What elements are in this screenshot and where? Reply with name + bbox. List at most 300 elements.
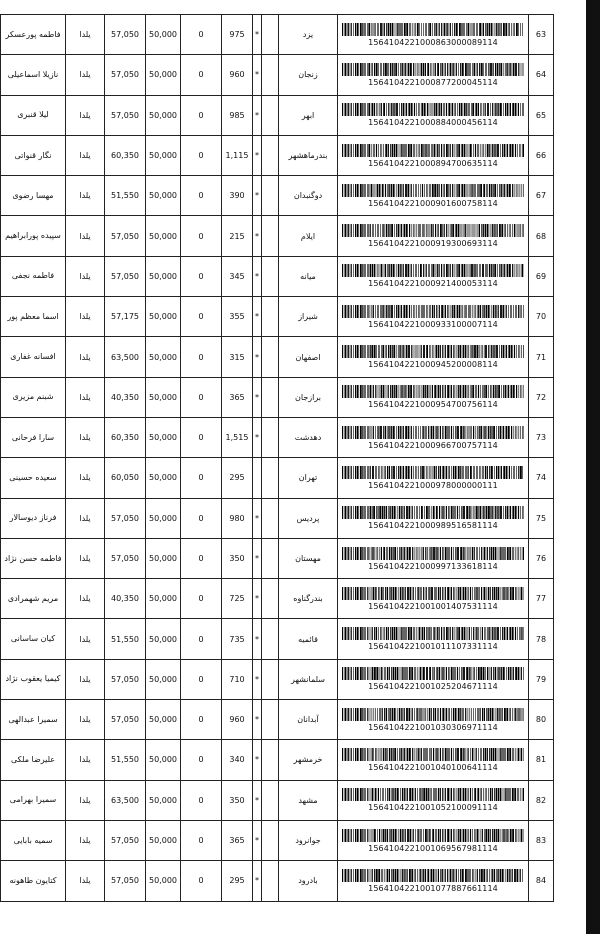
barcode-bar	[385, 788, 386, 801]
barcode-bar	[495, 224, 496, 237]
barcode-bar	[383, 23, 384, 36]
barcode-bar	[450, 627, 451, 640]
barcode-bar	[434, 23, 435, 36]
barcode-bar	[413, 829, 414, 842]
barcode-bar	[376, 264, 377, 277]
barcode-bar	[460, 788, 462, 801]
barcode-bar	[479, 63, 480, 76]
barcode-bar	[487, 144, 489, 157]
barcode-bar	[502, 869, 504, 882]
barcode-bar	[470, 63, 471, 76]
barcode-bar	[466, 184, 467, 197]
barcode-bar	[469, 506, 470, 519]
barcode-bar	[498, 103, 499, 116]
barcode-bar	[523, 547, 524, 560]
barcode-bar	[378, 345, 379, 358]
barcode-bar	[470, 144, 472, 157]
barcode-bar	[497, 627, 499, 640]
destination-cell: خرمشهر	[279, 740, 338, 780]
barcode-bar	[432, 667, 433, 680]
barcode-bar	[460, 829, 462, 842]
barcode-bar	[470, 869, 471, 882]
barcode-bar	[501, 224, 503, 237]
barcode-bar	[503, 305, 505, 318]
barcode-bar	[522, 627, 523, 640]
barcode-bar	[491, 264, 492, 277]
barcode-bar	[460, 466, 461, 479]
barcode-bar	[397, 345, 398, 358]
barcode-bar	[347, 788, 348, 801]
barcode-bar	[388, 103, 389, 116]
row-number-cell: 66	[529, 135, 554, 175]
barcode-bar	[400, 224, 401, 237]
barcode-bar	[405, 63, 406, 76]
barcode-bar	[501, 748, 502, 761]
barcode-bar	[373, 587, 374, 600]
barcode-bar	[446, 23, 447, 36]
barcode-bar	[429, 23, 431, 36]
fixed-fee-cell: 50,000	[146, 216, 181, 256]
barcode-bar	[393, 829, 394, 842]
barcode-bar	[418, 305, 419, 318]
barcode-bar	[403, 748, 404, 761]
barcode-bar	[411, 345, 412, 358]
barcode-bar	[421, 23, 422, 36]
barcode-bar	[495, 667, 496, 680]
barcode-bar	[476, 587, 477, 600]
barcode-bar	[510, 708, 511, 721]
barcode-bar	[378, 627, 379, 640]
barcode-bar	[496, 426, 497, 439]
empty-cell	[262, 780, 279, 820]
barcode-bar	[439, 184, 440, 197]
barcode-bar	[375, 587, 376, 600]
barcode-bar	[453, 345, 454, 358]
barcode-bar	[484, 829, 485, 842]
barcode-bar	[365, 385, 366, 398]
barcode-bar	[483, 224, 484, 237]
barcode-bar	[420, 224, 421, 237]
barcode-bar	[342, 385, 343, 398]
barcode-bar	[345, 23, 347, 36]
barcode-bar	[431, 788, 432, 801]
barcode-bar	[362, 587, 363, 600]
barcode-bar	[415, 305, 416, 318]
barcode-bar	[447, 748, 448, 761]
weight-cell: 345	[222, 256, 253, 296]
barcode-bar	[380, 63, 381, 76]
barcode-bar	[480, 708, 481, 721]
barcode-bar	[473, 224, 474, 237]
barcode-bar	[477, 426, 478, 439]
barcode-cell	[338, 95, 529, 135]
barcode-bar	[446, 708, 447, 721]
barcode-bar	[345, 466, 347, 479]
barcode-bar	[483, 748, 484, 761]
barcode-bar	[477, 466, 478, 479]
barcode-bar	[495, 63, 496, 76]
barcode-bar	[523, 587, 524, 600]
barcode-bar	[523, 708, 524, 721]
barcode-bar	[471, 426, 472, 439]
barcode-bar	[474, 667, 475, 680]
barcode-bar	[397, 788, 399, 801]
barcode-graphic	[342, 184, 524, 197]
barcode-bar	[476, 426, 477, 439]
barcode-bar	[452, 627, 453, 640]
barcode-bar	[469, 547, 470, 560]
barcode-bar	[417, 547, 418, 560]
barcode-bar	[371, 345, 373, 358]
barcode-bar	[417, 506, 418, 519]
barcode-bar	[449, 466, 450, 479]
barcode-bar	[519, 426, 520, 439]
barcode-bar	[440, 385, 441, 398]
barcode-bar	[516, 385, 517, 398]
barcode-bar	[420, 103, 421, 116]
barcode-bar	[368, 63, 370, 76]
barcode-bar	[413, 144, 414, 157]
empty-cell	[262, 55, 279, 95]
barcode-bar	[388, 627, 389, 640]
barcode-bar	[342, 627, 343, 640]
barcode-bar	[357, 667, 359, 680]
barcode-bar	[442, 587, 443, 600]
barcode-bar	[488, 587, 489, 600]
barcode-bar	[481, 63, 483, 76]
barcode-bar	[457, 506, 458, 519]
barcode-bar	[440, 587, 441, 600]
barcode-bar	[367, 63, 368, 76]
barcode-number: 1564104221000894700635114	[368, 158, 498, 168]
barcode-bar	[451, 788, 452, 801]
barcode-bar	[378, 103, 379, 116]
barcode-bar	[355, 264, 356, 277]
barcode-bar	[378, 506, 379, 519]
barcode-bar	[398, 829, 399, 842]
barcode-cell	[338, 55, 529, 95]
barcode-bar	[451, 385, 452, 398]
amount-cell: 40,350	[105, 377, 146, 417]
barcode-bar	[351, 708, 352, 721]
barcode-bar	[406, 224, 408, 237]
barcode-bar	[360, 466, 362, 479]
barcode-bar	[500, 466, 501, 479]
barcode-bar	[365, 547, 366, 560]
barcode-bar	[450, 144, 451, 157]
barcode-bar	[515, 587, 516, 600]
barcode-bar	[425, 426, 426, 439]
barcode-bar	[456, 23, 458, 36]
barcode-bar	[415, 224, 416, 237]
barcode-bar	[394, 547, 396, 560]
barcode-bar	[441, 184, 442, 197]
barcode-bar	[405, 184, 407, 197]
barcode-bar	[466, 426, 467, 439]
barcode-bar	[505, 506, 506, 519]
barcode-bar	[416, 184, 417, 197]
barcode-bar	[405, 829, 406, 842]
barcode-bar	[388, 144, 389, 157]
star-mark-cell: *	[253, 176, 262, 216]
barcode-bar	[472, 869, 473, 882]
barcode-bar	[466, 144, 467, 157]
barcode-bar	[464, 547, 465, 560]
barcode-bar	[429, 627, 430, 640]
barcode-bar	[360, 184, 362, 197]
barcode-bar	[347, 587, 348, 600]
barcode-bar	[472, 103, 474, 116]
barcode-bar	[418, 466, 419, 479]
barcode-bar	[440, 63, 441, 76]
barcode-bar	[411, 426, 412, 439]
barcode-bar	[495, 144, 496, 157]
barcode-bar	[512, 788, 514, 801]
barcode-bar	[403, 547, 404, 560]
empty-cell	[262, 377, 279, 417]
barcode-bar	[345, 547, 347, 560]
barcode-bar	[451, 426, 452, 439]
barcode-bar	[403, 466, 404, 479]
barcode-bar	[440, 708, 441, 721]
barcode-number: 1564104221001025204671114	[368, 682, 498, 692]
barcode-bar	[458, 264, 460, 277]
fixed-fee-cell: 50,000	[146, 579, 181, 619]
barcode-bar	[357, 506, 359, 519]
barcode-bar	[521, 144, 522, 157]
barcode-bar	[516, 224, 517, 237]
barcode-bar	[386, 708, 387, 721]
barcode-bar	[437, 426, 438, 439]
barcode-bar	[401, 305, 402, 318]
barcode-bar	[447, 345, 449, 358]
barcode-bar	[442, 224, 443, 237]
barcode-bar	[440, 345, 441, 358]
barcode-graphic	[342, 788, 524, 801]
recipient-name-cell: لیلا قنبری	[1, 95, 66, 135]
barcode-bar	[385, 829, 386, 842]
barcode-bar	[393, 184, 395, 197]
barcode-bar	[494, 184, 496, 197]
barcode-bar	[522, 506, 523, 519]
star-mark-cell: *	[253, 861, 262, 901]
fixed-fee-cell: 50,000	[146, 861, 181, 901]
fixed-fee-cell: 50,000	[146, 297, 181, 337]
barcode-bar	[523, 788, 524, 801]
barcode-cell	[338, 216, 529, 256]
barcode-bar	[428, 627, 429, 640]
barcode-bar	[504, 144, 505, 157]
barcode-bar	[374, 708, 375, 721]
barcode-bar	[357, 144, 359, 157]
barcode-bar	[441, 627, 442, 640]
barcode-bar	[413, 184, 414, 197]
barcode-bar	[362, 506, 363, 519]
barcode-bar	[442, 748, 443, 761]
barcode-bar	[499, 264, 500, 277]
barcode-bar	[412, 748, 413, 761]
barcode-bar	[503, 829, 504, 842]
barcode-bar	[348, 708, 349, 721]
barcode-bar	[445, 748, 447, 761]
barcode-bar	[370, 426, 371, 439]
barcode-bar	[451, 345, 452, 358]
origin-cell: یلدا	[66, 377, 105, 417]
barcode-bar	[375, 305, 376, 318]
barcode-bar	[395, 667, 396, 680]
barcode-bar	[348, 667, 349, 680]
barcode-bar	[355, 23, 356, 36]
barcode-bar	[411, 264, 412, 277]
barcode-bar	[410, 63, 412, 76]
barcode-bar	[347, 23, 348, 36]
barcode-bar	[510, 667, 511, 680]
barcode-bar	[503, 345, 504, 358]
barcode-bar	[380, 23, 382, 36]
origin-cell: یلدا	[66, 176, 105, 216]
barcode-bar	[362, 708, 363, 721]
barcode-bar	[367, 506, 368, 519]
barcode-bar	[499, 224, 501, 237]
barcode-bar	[522, 869, 523, 882]
barcode-bar	[385, 144, 387, 157]
barcode-bar	[372, 466, 374, 479]
barcode-bar	[489, 144, 490, 157]
barcode-bar	[406, 506, 408, 519]
amount-cell: 60,050	[105, 458, 146, 498]
barcode-bar	[351, 748, 352, 761]
barcode-bar	[450, 264, 451, 277]
barcode-bar	[362, 466, 363, 479]
barcode-bar	[370, 627, 371, 640]
barcode-bar	[440, 748, 441, 761]
barcode-bar	[442, 466, 444, 479]
barcode-bar	[453, 587, 454, 600]
barcode-bar	[425, 23, 426, 36]
barcode-bar	[355, 305, 356, 318]
barcode-bar	[468, 466, 469, 479]
barcode-bar	[355, 466, 356, 479]
barcode-bar	[382, 506, 384, 519]
barcode-bar	[355, 627, 356, 640]
barcode-graphic	[342, 426, 524, 439]
barcode-bar	[386, 748, 387, 761]
barcode-bar	[351, 506, 352, 519]
barcode-bar	[395, 788, 396, 801]
barcode-bar	[394, 63, 395, 76]
barcode-bar	[342, 184, 343, 197]
barcode-bar	[475, 144, 476, 157]
barcode-bar	[512, 748, 513, 761]
barcode-bar	[428, 788, 429, 801]
barcode-bar	[468, 547, 469, 560]
barcode-bar	[379, 667, 380, 680]
barcode-bar	[403, 264, 404, 277]
barcode-bar	[421, 627, 422, 640]
barcode-bar	[447, 587, 449, 600]
barcode-cell	[338, 619, 529, 659]
barcode-bar	[396, 385, 398, 398]
amount-cell: 57,050	[105, 820, 146, 860]
barcode-bar	[443, 667, 444, 680]
barcode-bar	[475, 869, 476, 882]
barcode-bar	[357, 63, 359, 76]
barcode-bar	[396, 103, 398, 116]
barcode-bar	[478, 103, 479, 116]
barcode-bar	[367, 184, 368, 197]
barcode-bar	[447, 385, 449, 398]
barcode-bar	[400, 466, 401, 479]
barcode-bar	[357, 23, 359, 36]
barcode-bar	[427, 708, 428, 721]
barcode-bar	[405, 869, 406, 882]
barcode-bar	[460, 345, 462, 358]
barcode-bar	[447, 829, 449, 842]
barcode-bar	[434, 627, 435, 640]
barcode-bar	[456, 869, 457, 882]
barcode-bar	[408, 264, 410, 277]
barcode-bar	[437, 627, 438, 640]
barcode-bar	[448, 103, 450, 116]
empty-cell	[262, 498, 279, 538]
barcode-bar	[416, 385, 417, 398]
barcode-bar	[512, 184, 513, 197]
barcode-bar	[464, 264, 465, 277]
barcode-bar	[423, 385, 425, 398]
star-mark-cell: *	[253, 55, 262, 95]
barcode-bar	[497, 184, 498, 197]
barcode-bar	[521, 667, 522, 680]
barcode-bar	[505, 23, 507, 36]
barcode-bar	[488, 506, 490, 519]
barcode-bar	[485, 224, 486, 237]
barcode-bar	[390, 708, 391, 721]
star-mark-cell: *	[253, 619, 262, 659]
row-number-cell: 67	[529, 176, 554, 216]
barcode-bar	[480, 627, 481, 640]
barcode-bar	[517, 708, 518, 721]
barcode-bar	[394, 708, 396, 721]
barcode-bar	[458, 63, 459, 76]
star-mark-cell: *	[253, 377, 262, 417]
barcode-bar	[503, 385, 504, 398]
barcode-bar	[463, 587, 465, 600]
barcode-bar	[390, 23, 391, 36]
origin-cell: یلدا	[66, 700, 105, 740]
empty-cell	[262, 176, 279, 216]
barcode-bar	[421, 103, 423, 116]
barcode-bar	[505, 788, 506, 801]
barcode-bar	[364, 385, 365, 398]
empty-cell	[262, 861, 279, 901]
barcode-bar	[424, 506, 425, 519]
barcode-bar	[450, 587, 451, 600]
barcode-bar	[360, 506, 362, 519]
barcode-bar	[348, 224, 349, 237]
barcode-bar	[504, 587, 505, 600]
barcode-bar	[506, 426, 508, 439]
barcode-bar	[468, 788, 469, 801]
barcode-bar	[420, 184, 421, 197]
barcode-bar	[429, 144, 430, 157]
barcode-bar	[353, 103, 354, 116]
barcode-bar	[472, 547, 473, 560]
barcode-bar	[515, 748, 516, 761]
barcode-bar	[503, 587, 504, 600]
barcode-bar	[401, 264, 402, 277]
barcode-bar	[506, 829, 507, 842]
amount-cell: 51,550	[105, 176, 146, 216]
